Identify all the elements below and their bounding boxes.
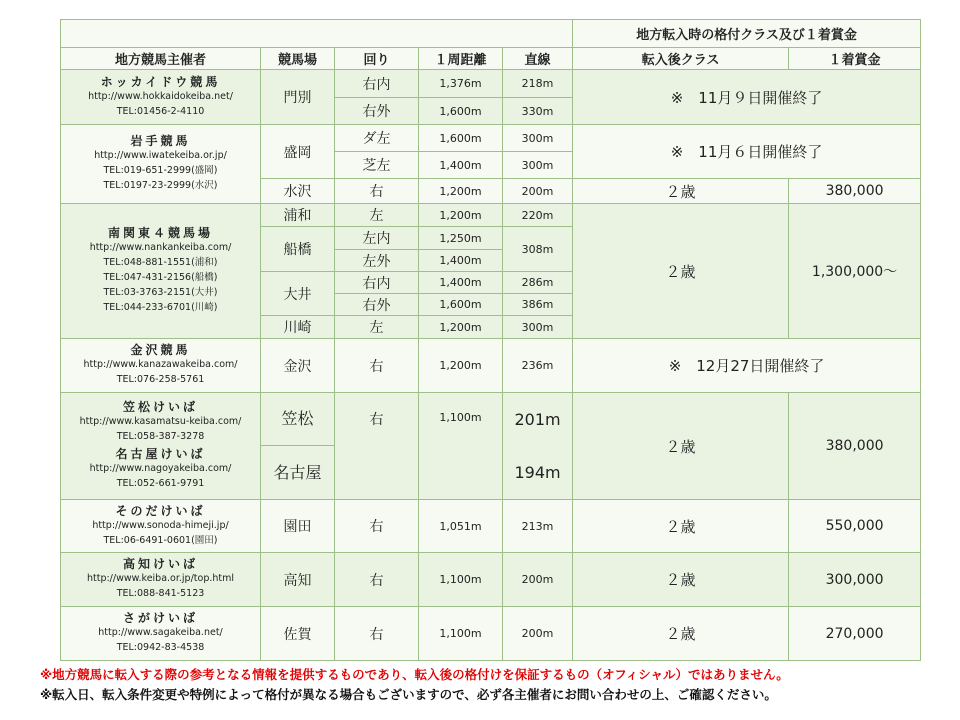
organizer-url: http://www.kasamatsu-keiba.com/ — [79, 416, 242, 427]
distance-cell: 1,400m — [419, 272, 503, 294]
track-kanazawa: 金沢 — [261, 339, 335, 393]
straight-cell: 213m — [503, 500, 573, 553]
organizer-tel: TEL:044-233-6701(川崎) — [103, 302, 218, 313]
track-morioka: 盛岡 — [261, 125, 335, 179]
prize-cell: 380,000 — [789, 179, 921, 204]
organizer-kochi — [61, 553, 261, 607]
organizer-name: さがけいば — [122, 611, 198, 625]
straight-cell: 201m — [514, 409, 561, 429]
direction-cell: 左 — [335, 204, 419, 227]
header-organizer: 地方競馬主催者 — [61, 48, 261, 70]
organizer-name: ホッカイドウ競馬 — [100, 74, 221, 89]
organizer-url: http://www.nagoyakeiba.com/ — [89, 463, 232, 474]
disclaimer-notes — [40, 665, 940, 705]
class-cell: ２歳 — [573, 204, 789, 339]
direction-cell: 左内 — [335, 227, 419, 250]
class-cell: ２歳 — [573, 607, 789, 661]
organizer-url: http://www.kanazawakeiba.com/ — [83, 359, 238, 370]
distance-cell: 1,200m — [419, 204, 503, 227]
track-kawasaki: 川崎 — [261, 316, 335, 339]
direction-cell: 右 — [335, 500, 419, 553]
track-saga: 佐賀 — [261, 607, 335, 661]
direction-cell: 右 — [335, 179, 419, 204]
direction-cell: 左 — [335, 316, 419, 339]
distance-cell: 1,600m — [419, 125, 503, 152]
distance-cell: 1,600m — [419, 98, 503, 125]
track-kochi: 高知 — [261, 553, 335, 607]
organizer-name: 金沢競馬 — [130, 343, 191, 357]
straight-cell: 220m — [503, 204, 573, 227]
direction-cell: 右外 — [335, 98, 419, 125]
organizer-tel: TEL:03-3763-2151(大井) — [103, 287, 218, 298]
track-mizusawa: 水沢 — [261, 179, 335, 204]
organizer-saga — [61, 607, 261, 661]
straight-cell: 200m — [503, 179, 573, 204]
organizer-tel: TEL:048-881-1551(浦和) — [103, 257, 218, 268]
prize-cell: 550,000 — [789, 500, 921, 553]
organizer-tel: TEL:06-6491-0601(園田) — [103, 534, 218, 546]
organizer-tel: TEL:0197-23-2999(水沢) — [103, 180, 218, 191]
distance-cell: 1,600m — [419, 294, 503, 316]
straight-cell: 300m — [503, 152, 573, 179]
organizer-name: 笠松けいば — [122, 400, 198, 414]
class-cell: ２歳 — [573, 179, 789, 204]
straight-cell: 194m — [514, 462, 561, 482]
track-monbetsu: 門別 — [261, 70, 335, 125]
organizer-hokkaido — [61, 70, 261, 125]
distance-cell: 1,100m — [419, 393, 503, 500]
organizer-kasamatsu-nagoya — [61, 393, 261, 500]
header-blank — [61, 20, 573, 48]
organizer-url: http://www.nankankeiba.com/ — [89, 242, 232, 253]
organizer-tel: TEL:01456-2-4110 — [116, 105, 205, 117]
organizer-iwate — [61, 125, 261, 204]
organizer-tel: TEL:058-387-3278 — [116, 431, 205, 442]
direction-cell: 左外 — [335, 250, 419, 272]
closing-note-kanazawa: ※ 12月27日開催終了 — [573, 339, 921, 393]
straight-cell: 308m — [503, 227, 573, 272]
organizer-sonoda — [61, 500, 261, 553]
organizer-minamikanto — [61, 204, 261, 339]
organizer-tel: TEL:076-258-5761 — [116, 374, 205, 385]
straight-cell: 200m — [503, 607, 573, 661]
straight-cell: 286m — [503, 272, 573, 294]
prize-cell: 1,300,000～ — [789, 204, 921, 339]
organizer-url: http://www.hokkaidokeiba.net/ — [88, 90, 233, 102]
organizer-tel: TEL:019-651-2999(盛岡) — [103, 165, 218, 176]
organizer-name: そのだけいば — [115, 503, 206, 518]
header-first-prize: １着賞金 — [789, 48, 921, 70]
class-cell: ２歳 — [573, 393, 789, 500]
track-sonoda: 園田 — [261, 500, 335, 553]
class-cell: ２歳 — [573, 500, 789, 553]
organizer-url: http://www.iwatekeiba.or.jp/ — [94, 150, 227, 161]
organizer-url: http://www.sonoda-himeji.jp/ — [92, 519, 229, 531]
track-urawa: 浦和 — [261, 204, 335, 227]
class-cell: ２歳 — [573, 553, 789, 607]
direction-cell: 右内 — [335, 272, 419, 294]
straight-cell: 236m — [503, 339, 573, 393]
organizer-name: 名古屋けいば — [115, 447, 206, 461]
header-track: 競馬場 — [261, 48, 335, 70]
organizer-tel: TEL:088-841-5123 — [116, 588, 205, 599]
disclaimer-line-1: ※地方競馬に転入する際の参考となる情報を提供するものであり、転入後の格付けを保証するもの（オフィシャル）ではありません。 — [40, 667, 789, 682]
track-funabashi: 船橋 — [261, 227, 335, 272]
track-nagoya: 名古屋 — [273, 463, 322, 482]
prize-cell: 300,000 — [789, 553, 921, 607]
direction-cell: 右 — [335, 339, 419, 393]
distance-cell: 1,200m — [419, 316, 503, 339]
organizer-url: http://www.keiba.or.jp/top.html — [86, 573, 235, 584]
organizer-kanazawa — [61, 339, 261, 393]
direction-cell: 右内 — [335, 70, 419, 98]
direction-cell: ダ左 — [335, 125, 419, 152]
direction-cell: 右 — [335, 607, 419, 661]
transfer-class-table — [60, 19, 921, 661]
prize-cell: 380,000 — [789, 393, 921, 500]
organizer-name: 岩手競馬 — [130, 134, 191, 148]
straight-cell: 386m — [503, 294, 573, 316]
direction-cell: 右 — [335, 393, 419, 500]
straight-cell: 330m — [503, 98, 573, 125]
header-straight: 直線 — [503, 48, 573, 70]
header-class-after: 転入後クラス — [573, 48, 789, 70]
distance-cell: 1,376m — [419, 70, 503, 98]
straight-cell: 218m — [503, 70, 573, 98]
closing-note-hokkaido: ※ 11月９日開催終了 — [573, 70, 921, 125]
distance-cell: 1,100m — [419, 607, 503, 661]
organizer-tel: TEL:052-661-9791 — [116, 478, 205, 489]
straight-cell: 200m — [503, 553, 573, 607]
organizer-name: 高知けいば — [122, 557, 198, 571]
track-ooi: 大井 — [261, 272, 335, 316]
organizer-name: 南関東４競馬場 — [107, 226, 213, 240]
distance-cell: 1,250m — [419, 227, 503, 250]
distance-cell: 1,051m — [419, 500, 503, 553]
distance-cell: 1,100m — [419, 553, 503, 607]
track-kasamatsu: 笠松 — [261, 393, 334, 446]
straight-cell: 300m — [503, 316, 573, 339]
header-group-title: 地方転入時の格付クラス及び１着賞金 — [573, 20, 921, 48]
header-direction: 回り — [335, 48, 419, 70]
closing-note-iwate: ※ 11月６日開催終了 — [573, 125, 921, 179]
distance-cell: 1,400m — [419, 152, 503, 179]
organizer-url: http://www.sagakeiba.net/ — [98, 627, 223, 638]
prize-cell: 270,000 — [789, 607, 921, 661]
direction-cell: 右 — [335, 553, 419, 607]
distance-cell: 1,200m — [419, 179, 503, 204]
disclaimer-line-2: ※転入日、転入条件変更や特例によって格付が異なる場合もございますので、必ず各主催者にお問い合わせの上、ご確認ください。 — [40, 687, 777, 702]
organizer-tel: TEL:0942-83-4538 — [116, 642, 205, 653]
direction-cell: 右外 — [335, 294, 419, 316]
organizer-tel: TEL:047-431-2156(船橋) — [103, 272, 218, 283]
header-distance: １周距離 — [419, 48, 503, 70]
straight-cell: 300m — [503, 125, 573, 152]
distance-cell: 1,200m — [419, 339, 503, 393]
distance-cell: 1,400m — [419, 250, 503, 272]
direction-cell: 芝左 — [335, 152, 419, 179]
